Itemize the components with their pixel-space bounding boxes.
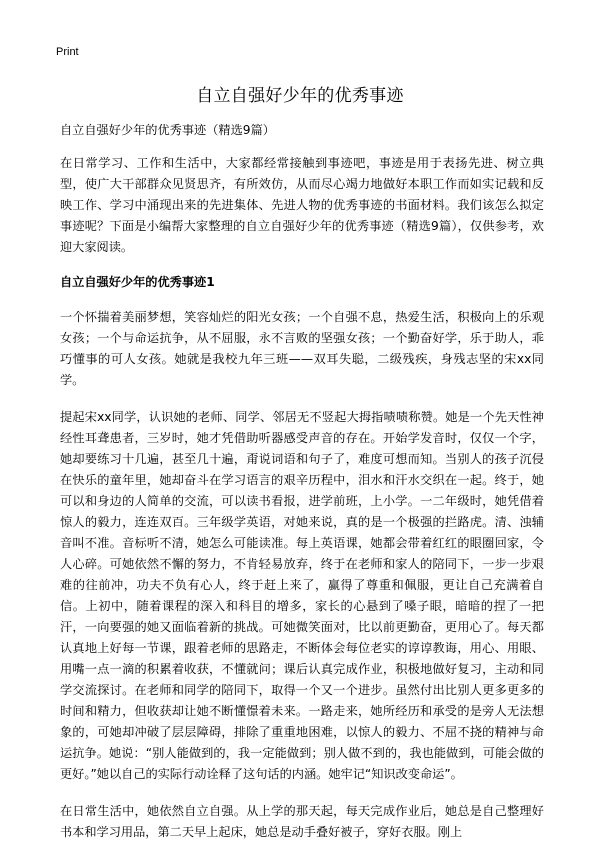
body-paragraph-1: 一个怀揣着美丽梦想，笑容灿烂的阳光女孩；一个自强不息，热爱生活，积极向上的乐观女孩；一个与命运抗争，从不屈服，永不言败的坚强女孩；一个勤奋好学，乐于助人，乖巧懂事的可人女孩。她就是我校九年三班——双耳失聪，二级残疾，身残志坚的宋xx同学。	[60, 310, 544, 387]
intro-paragraph: 在日常学习、工作和生活中，大家都经常接触到事迹吧，事迹是用于表扬先进、树立典型，使广大干部群众见贤思齐，有所效仿，从而尽心竭力地做好本职工作而如实记载和反映工作、学习中涌现出来的先进集体、先进人物的优秀事迹的书面材料。我们该怎么拟定事迹呢？下面是小编帮大家整理的自立自强好少年的优秀事迹（精选9篇），仅供参考，欢迎大家阅读。	[60, 156, 544, 254]
body-paragraph-2: 提起宋xx同学，认识她的老师、同学、邻居无不竖起大拇指啧啧称赞。她是一个先天性神经性耳聋患者，三岁时，她才凭借助听器感受声音的存在。开始学发音时，仅仅一个字，她却要练习十几遍，甚至几十遍，甭说词语和句子了，难度可想而知。当别人的孩子沉侵在快乐的童年里，她却奋斗在学习语言的艰辛历程中，泪水和汗水交织在一起。终于，她可以和身边的人简单的交流，可以读书看报，进学前班，上小学。一二年级时，她凭借着惊人的毅力，连连双百。三年级学英语，对她来说，真的是一个极强的拦路虎。清、浊辅音叫不准。音标听不清，她怎么可能读准。每上英语课，她都会带着红红的眼圈回家，令人心碎。可她依然不懈的努力，不肯轻易放弃，终于在老师和家人的陪同下，一步一步艰难的往前冲，功夫不负有心人，终于赶上来了，赢得了尊重和佩服，更让自己充满着自信。上初中，随着课程的深入和科目的增多，家长的心悬到了嗓子眼，暗暗的捏了一把汗，一向要强的她又面临着新的挑战。可她微笑面对，比以前更勤奋，更用心了。每天都认真地上好每一节课，跟着老师的思路走，不断体会每位老实的谆谆教诲，用心、用眼、用嘴一点一滴的积累着收获，不懂就问；课后认真完成作业，积极地做好复习，主动和同学交流探讨。在老师和同学的陪同下，取得一个又一个进步。虽然付出比别人更多更多的时间和精力，但收获却让她不断懂憬着未来。一路走来，她所经历和承受的是旁人无法想象的，可她却冲破了层层障碍，排除了重重地困难，以惊人的毅力、不屈不挠的精神与命运抗争。她说：“别人能做到的，我一定能做到；别人做不到的，我也能做到，可能会做的更好。”她以自己的实际行动诠释了这句话的内涵。她牢记“知识改变命运”。	[60, 410, 544, 781]
document-body	[60, 120, 544, 859]
body-paragraph-3: 在日常生活中，她依然自立自强。从上学的那天起，每天完成作业后，她总是自己整理好书本和学习用品，第二天早上起床，她总是动手叠好被子，穿好衣服。刚上	[60, 804, 544, 839]
print-link[interactable]: Print	[56, 46, 79, 58]
section-heading: 自立自强好少年的优秀事迹1	[60, 275, 215, 289]
page-title: 自立自强好少年的优秀事迹	[196, 86, 404, 106]
document-subtitle: 自立自强好少年的优秀事迹（精选9篇）	[60, 123, 275, 137]
